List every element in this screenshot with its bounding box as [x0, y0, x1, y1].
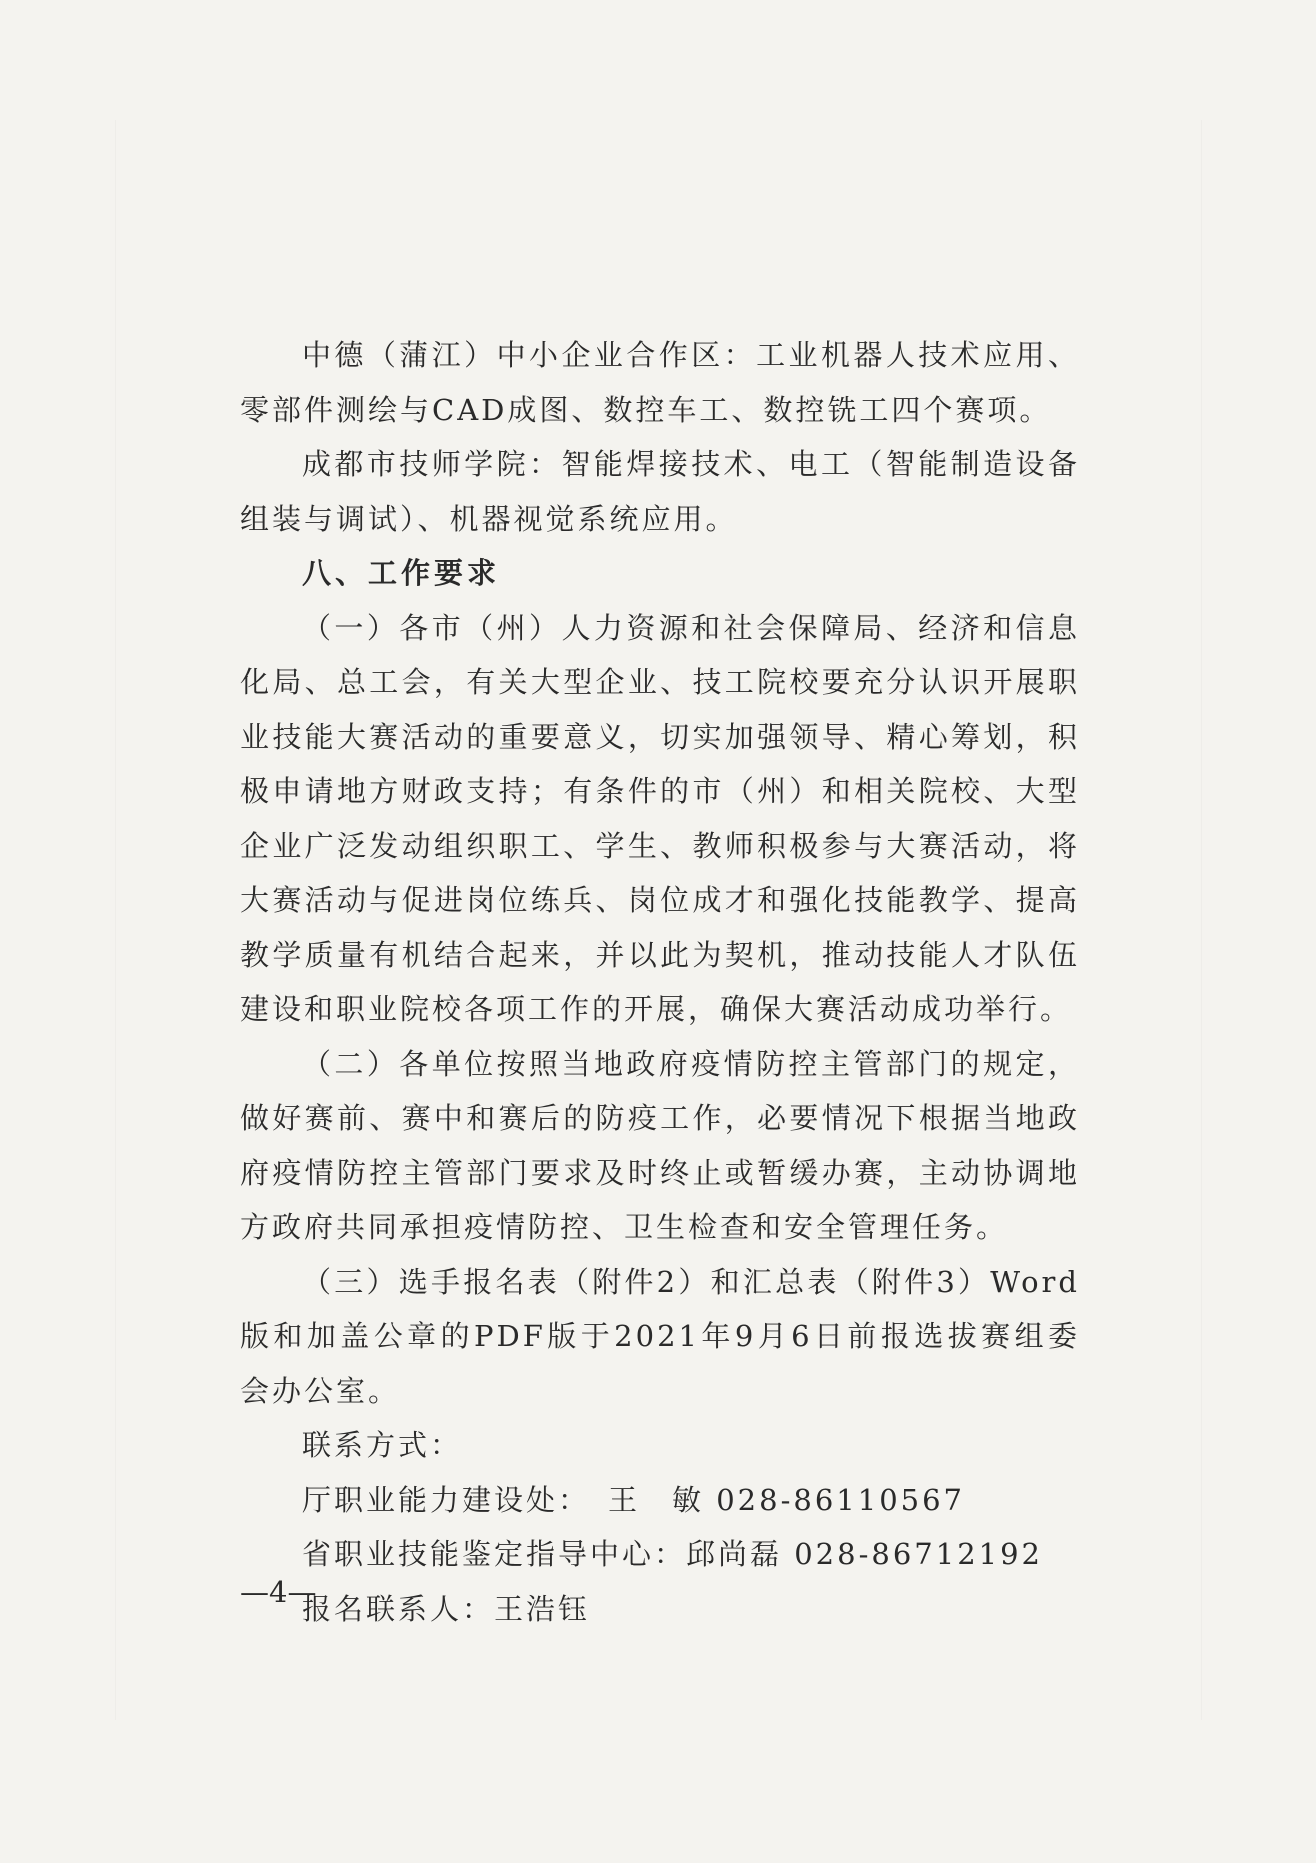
- contact-label: 省职业技能鉴定指导中心：: [302, 1537, 687, 1571]
- contact-value: 王 敏 028-86110567: [608, 1482, 965, 1517]
- contact-item: [240, 1527, 1080, 1582]
- contact-item: [240, 1473, 1080, 1528]
- contact-item: [240, 1582, 1080, 1637]
- contact-label: 报名联系人：: [302, 1591, 495, 1626]
- contact-value: 邱尚磊 028-86712192: [686, 1537, 1043, 1571]
- paragraph-zhongde: 中德（蒲江）中小企业合作区：工业机器人技术应用、零部件测绘与CAD成图、数控车工、数控铣工四个赛项。: [240, 338, 1080, 427]
- paragraph-requirement-2: （二）各单位按照当地政府疫情防控主管部门的规定，做好赛前、赛中和赛后的防疫工作，必要情况下根据当地政府疫情防控主管部门要求及时终止或暂缓办赛，主动协调地方政府共同承担疫情防控、卫生检查和安全管理任务。: [240, 1046, 1080, 1244]
- paragraph-requirement-1: （一）各市（州）人力资源和社会保障局、经济和信息化局、总工会，有关大型企业、技工院校要充分认识开展职业技能大赛活动的重要意义，切实加强领导、精心筹划，积极申请地方财政支持；有条件的市（州）和相关院校、大型企业广泛发动组织职工、学生、教师积极参与大赛活动，将大赛活动与促进岗位练兵、岗位成才和强化技能教学、提高教学质量有机结合起来，并以此为契机，推动技能人才队伍建设和职业院校各项工作的开展，确保大赛活动成功举行。: [240, 610, 1080, 1026]
- contact-value: 王浩钰: [494, 1591, 591, 1626]
- paragraph-chengdu-technician-college: 成都市技师学院：智能焊接技术、电工（智能制造设备组装与调试）、机器视觉系统应用。: [240, 447, 1080, 536]
- page-number: —4—: [240, 1575, 317, 1609]
- contact-label: 厅职业能力建设处：: [302, 1482, 591, 1517]
- document-body: [240, 328, 1080, 1636]
- paragraph-requirement-3: （三）选手报名表（附件2）和汇总表（附件3）Word版和加盖公章的PDF版于2021年9月6日前报选拔赛组委会办公室。: [240, 1264, 1080, 1408]
- contact-heading: 联系方式：: [302, 1428, 463, 1462]
- section-heading-work-requirements: 八、工作要求: [302, 556, 501, 590]
